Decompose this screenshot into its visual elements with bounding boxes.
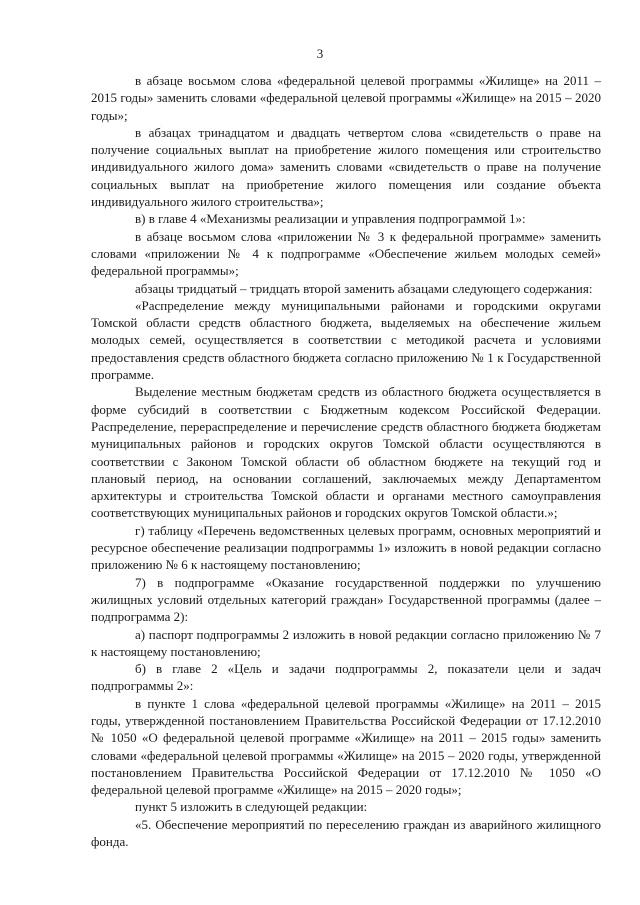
paragraph: б) в главе 2 «Цель и задачи подпрограммы 2, показатели цели и задач подпрограммы 2»:: [91, 661, 601, 694]
paragraph: «5. Обеспечение мероприятий по переселению граждан из аварийного жилищного фонда.: [91, 816, 601, 850]
paragraph: в) в главе 4 «Механизмы реализации и управления подпрограммой 1»:: [135, 211, 526, 227]
paragraph: пункт 5 изложить в следующей редакции:: [135, 799, 368, 815]
paragraph: «Распределение между муниципальными районами и городскими округами Томской области средств областного бюджета, выделяемых на обеспечение жильем молодых семей, осуществляется в соответствии с методикой расчета и условиями предоставления средств областного бюджета согласно приложению № 1 к Государственной программе.: [91, 297, 601, 383]
paragraph: г) таблицу «Перечень ведомственных целевых программ, основных мероприятий и ресурсное обеспечение реализации подпрограммы 1» изложить в новой редакции согласно приложению № 6 к настоящему постановлению;: [91, 522, 601, 573]
paragraph: в абзаце восьмом слова «приложении № 3 к федеральной программе» заменить словами «приложении № 4 к подпрограмме «Обеспечение жильем молодых семей» федеральной программы»;: [91, 228, 601, 279]
paragraph: 7) в подпрограмме «Оказание государственной поддержки по улучшению жилищных условий отдельных категорий граждан» Государственной программы (далее – подпрограмма 2):: [91, 574, 601, 625]
paragraph: а) паспорт подпрограммы 2 изложить в новой редакции согласно приложению № 7 к настоящему постановлению;: [91, 626, 601, 659]
paragraph: в пункте 1 слова «федеральной целевой программы «Жилище» на 2011 – 2015 годы, утвержденной постановлением Правительства Российской Федерации от 17.12.2010 № 1050 «О федеральной целевой программе «Жилище» на 2011 – 2015 годы» заменить словами «федеральной целевой программы «Жилище» на 2015 – 2020 годы, утвержденной постановлением Правительства Российской Федерации от 17.12.2010 № 1050 «О федеральной целевой программе «Жилище» на 2015 – 2020 годы»;: [91, 695, 601, 798]
document-body: [91, 72, 601, 850]
page-number: 3: [316, 46, 324, 61]
paragraph: Выделение местным бюджетам средств из областного бюджета осуществляется в форме субсидий в соответствии с Бюджетным кодексом Российской Федерации. Распределение, перераспределение и перечисление средств областного бюджета бюджетам муниципальных районов и городских округов Томской области осуществляются в соответствии с Законом Томской области об областном бюджете на текущий год и плановый период, на основании соглашений, заключаемых между Департаментом архитектуры и строительства Томской области и органами местного самоуправления соответствующих муниципальных районов и городских округов Томской области.»;: [91, 384, 601, 521]
paragraph: в абзацах тринадцатом и двадцать четвертом слова «свидетельств о праве на получение социальных выплат на приобретение жилого помещения или строительство индивидуального жилого дома» заменить словами «свидетельств о праве на получение социальных выплат на приобретение жилого помещения или создание объекта индивидуального жилого строительства»;: [91, 124, 601, 210]
paragraph: в абзаце восьмом слова «федеральной целевой программы «Жилище» на 2011 – 2015 годы» заменить словами «федеральной целевой программы «Жилище» на 2015 – 2020 годы»;: [91, 73, 601, 123]
paragraph: абзацы тридцатый – тридцать второй заменить абзацами следующего содержания:: [135, 280, 593, 296]
